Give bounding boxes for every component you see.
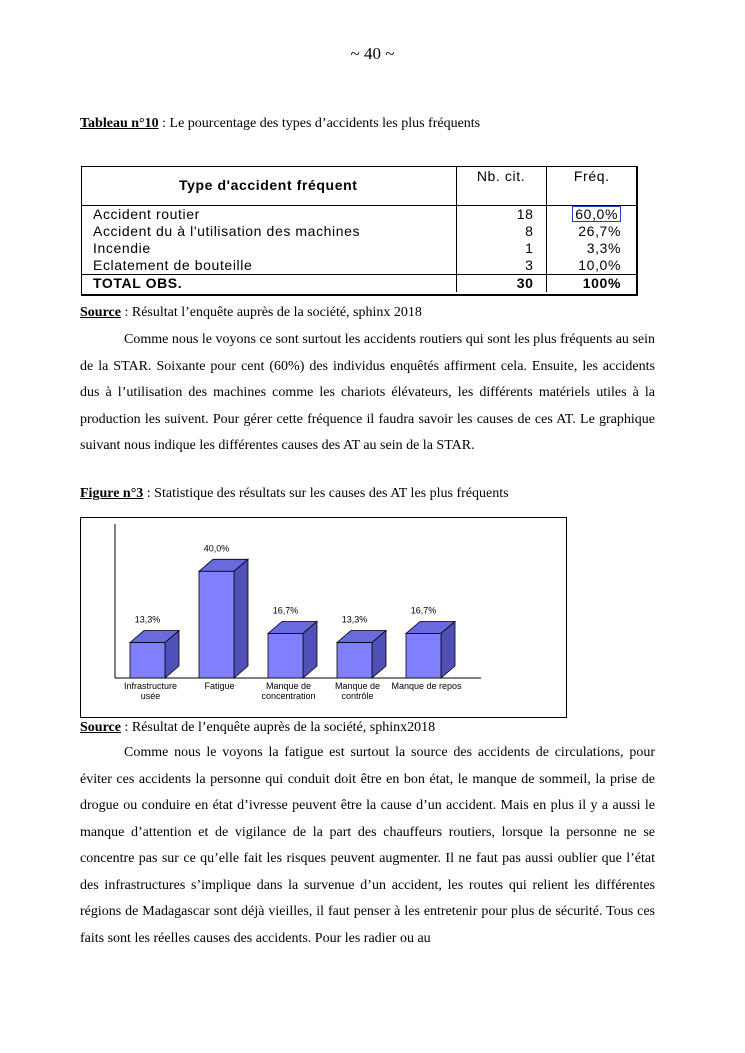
bar: [337, 643, 372, 678]
figure-caption-label: Figure n°3: [80, 486, 144, 501]
data-label: 16,7%: [410, 605, 437, 616]
paragraph-2-text: Comme nous le voyons la fatigue est surtout la source des accidents de circulations, pour éviter ces accidents la personne qui conduit doit être en bon état, le manque de sommeil, la prise de drogue ou conduire en état d’ivresse peuvent être la cause d’un accident. Mais en plus il y a aussi le manque d’attention et de vigilance de la part des chauffeurs routiers, lorsque la personne ne se concentre pas sur ce qu’elle fait les risques peuvent augmenter. Il ne faut pas aussi oublier que l’état des infrastructures s’implique dans la survenue d’un accident, les routes qui relient les différentes régions de Madagascar sont déjà vieilles, il faut penser à les entretenir pour plus de sécurité. Tous ces faits sont les réelles causes des accidents. Pour les radier ou au: [80, 745, 655, 946]
table-row: [81, 206, 637, 224]
table-row: [81, 240, 637, 257]
paragraph-1-text: Comme nous le voyons ce sont surtout les accidents routiers qui sont les plus fréquents au sein de la STAR. Soixante pour cent (60%) des individus enquêtés affirment cela. Ensuite, les accidents dus à l’utilisation des machines comme les chariots élévateurs, les différents matériels utiles à la production les suivent. Pour gérer cette fréquence il faudra savoir les causes de ces AT. Le graphique suivant nous indique les différentes causes des AT au sein de la STAR.: [80, 332, 655, 453]
header-type: Type d'accident fréquent: [81, 166, 456, 206]
bar: [268, 633, 303, 678]
table-header-row: [81, 166, 637, 206]
row-freq: 3,3%: [586, 240, 621, 256]
data-label: 13,3%: [134, 614, 161, 625]
row-freq: 10,0%: [578, 257, 621, 273]
table-caption-label: Tableau n°10: [80, 116, 159, 131]
source-label: Source: [80, 305, 121, 320]
paragraph-1: [80, 327, 655, 460]
total-nb: 30: [456, 275, 546, 293]
row-type: Eclatement de bouteille: [81, 257, 456, 275]
data-label: 40,0%: [203, 543, 230, 554]
row-nb: 1: [456, 240, 546, 257]
category-label: usée: [140, 691, 161, 701]
page-number: ~ 40 ~: [350, 44, 395, 63]
total-freq: 100%: [546, 275, 637, 293]
source-text: : Résultat de l’enquête auprès de la société, sphinx2018: [120, 720, 436, 735]
category-label: Manque de: [334, 681, 381, 691]
table-total-row: [81, 275, 637, 293]
header-nb: Nb. cit.: [456, 166, 546, 206]
category-label: Fatigue: [204, 681, 235, 691]
data-label: 16,7%: [272, 605, 299, 616]
category-label: Manque de repos: [391, 681, 462, 691]
selected-cell[interactable]: 60,0%: [572, 206, 621, 222]
figure-caption-text: : Statistique des résultats sur les causes des AT les plus fréquents: [143, 486, 509, 501]
figure-caption: [80, 486, 509, 502]
category-label: Infrastructure: [123, 681, 178, 691]
table-row: [81, 257, 637, 275]
row-nb: 3: [456, 257, 546, 275]
source-note-chart: [80, 720, 435, 736]
table-caption: [80, 116, 480, 132]
paragraph-2: [80, 740, 655, 952]
row-nb: 8: [456, 223, 546, 240]
bar-chart: [80, 517, 567, 718]
accident-types-table: [81, 166, 637, 292]
bar: [199, 571, 234, 678]
source-text: : Résultat l’enquête auprès de la société, sphinx 2018: [120, 305, 422, 320]
table-row: [81, 223, 637, 240]
bar: [130, 643, 165, 678]
category-label: Manque de: [265, 681, 312, 691]
row-type: Accident du à l'utilisation des machines: [81, 223, 456, 240]
row-type: Accident routier: [81, 206, 456, 224]
bar: [406, 633, 441, 678]
bar-chart-svg: [81, 518, 566, 717]
row-freq: 26,7%: [578, 223, 621, 239]
header-freq: Fréq.: [546, 166, 637, 206]
source-label: Source: [80, 720, 121, 735]
row-freq[interactable]: [546, 206, 637, 224]
row-type: Incendie: [81, 240, 456, 257]
row-nb: 18: [456, 206, 546, 224]
source-note-table: [80, 305, 422, 321]
category-label: concentration: [261, 691, 316, 701]
data-label: 13,3%: [341, 614, 368, 625]
bar-side-face: [234, 559, 248, 678]
category-label: contrôle: [341, 691, 374, 701]
table-caption-text: : Le pourcentage des types d’accidents les plus fréquents: [158, 116, 481, 131]
total-label: TOTAL OBS.: [81, 275, 456, 293]
